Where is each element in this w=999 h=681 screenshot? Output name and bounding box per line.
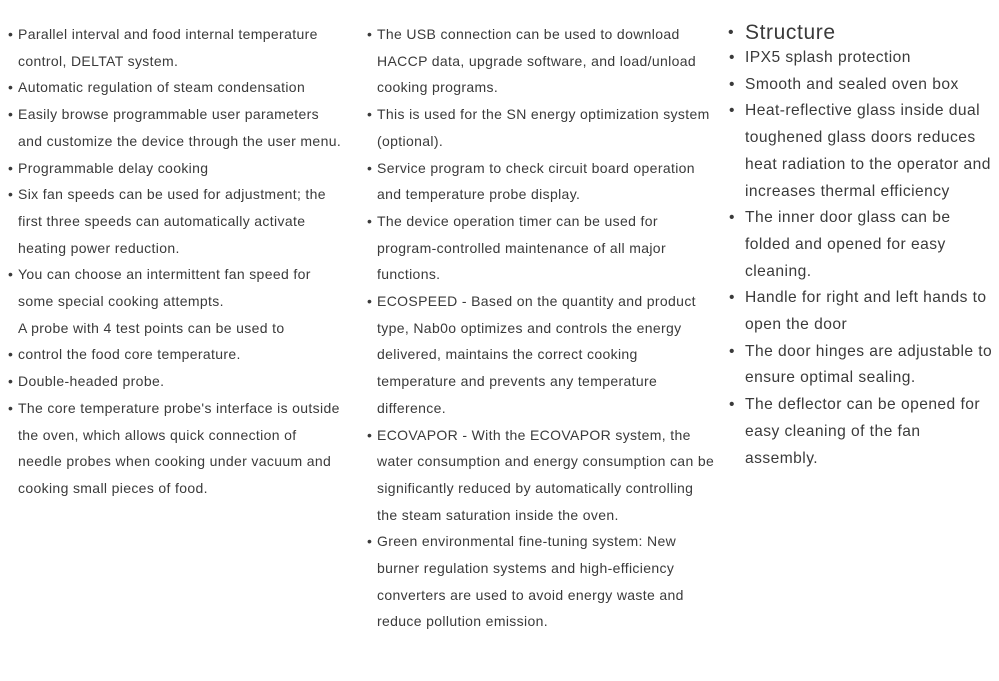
feature-item: • ECOSPEED - Based on the quantity and product type, Nab0o optimizes and controls the energy delivered, maintains the correct cooking temperature and prevents any temperature difference. — [367, 288, 717, 422]
feature-item: • You can choose an intermittent fan speed for some special cooking attempts. — [8, 261, 343, 314]
structure-item: • The door hinges are adjustable to ensure optimal sealing. — [728, 339, 996, 392]
feature-item-continued: A probe with 4 test points can be used to — [18, 319, 285, 336]
feature-item: • ECOVAPOR - With the ECOVAPOR system, the water consumption and energy consumption can be significantly reduced by automatically controlling the steam saturation inside the oven. — [367, 422, 717, 529]
features-column-1 — [8, 21, 343, 502]
feature-item: • This is used for the SN energy optimization system (optional). — [367, 101, 717, 154]
feature-item: • The device operation timer can be used for program-controlled maintenance of all major functions. — [367, 208, 717, 288]
feature-item: • Programmable delay cooking — [8, 155, 343, 182]
feature-item: • Double-headed probe. — [8, 368, 343, 395]
structure-item: • IPX5 splash protection — [728, 45, 996, 72]
structure-item: • The deflector can be opened for easy cleaning of the fan assembly. — [728, 392, 996, 472]
feature-item: • The USB connection can be used to download HACCP data, upgrade software, and load/unload cooking programs. — [367, 21, 717, 101]
structure-list — [728, 45, 996, 472]
feature-item: • The core temperature probe's interface is outside the oven, which allows quick connection of needle probes when cooking under vacuum and cooking small pieces of food. — [8, 395, 343, 502]
feature-item: • Parallel interval and food internal temperature control, DELTAT system. — [8, 21, 343, 74]
feature-item: • Automatic regulation of steam condensation — [8, 74, 343, 101]
structure-item: • Smooth and sealed oven box — [728, 72, 996, 99]
features-column-2 — [367, 21, 717, 635]
feature-item: • Six fan speeds can be used for adjustment; the first three speeds can automatically activate heating power reduction. — [8, 181, 343, 261]
structure-item: • The inner door glass can be folded and opened for easy cleaning. — [728, 205, 996, 285]
structure-item: • Heat-reflective glass inside dual toughened glass doors reduces heat radiation to the operator and increases thermal efficiency — [728, 98, 996, 205]
feature-item: • Green environmental fine-tuning system: New burner regulation systems and high-efficiency converters are used to avoid energy waste and reduce pollution emission. — [367, 528, 717, 635]
structure-section — [728, 18, 996, 472]
structure-heading: • Structure — [728, 18, 996, 48]
feature-item: • control the food core temperature. — [8, 341, 343, 368]
feature-item: • Service program to check circuit board operation and temperature probe display. — [367, 155, 717, 208]
feature-item: • Easily browse programmable user parameters and customize the device through the user menu. — [8, 101, 343, 154]
structure-item: • Handle for right and left hands to open the door — [728, 285, 996, 338]
